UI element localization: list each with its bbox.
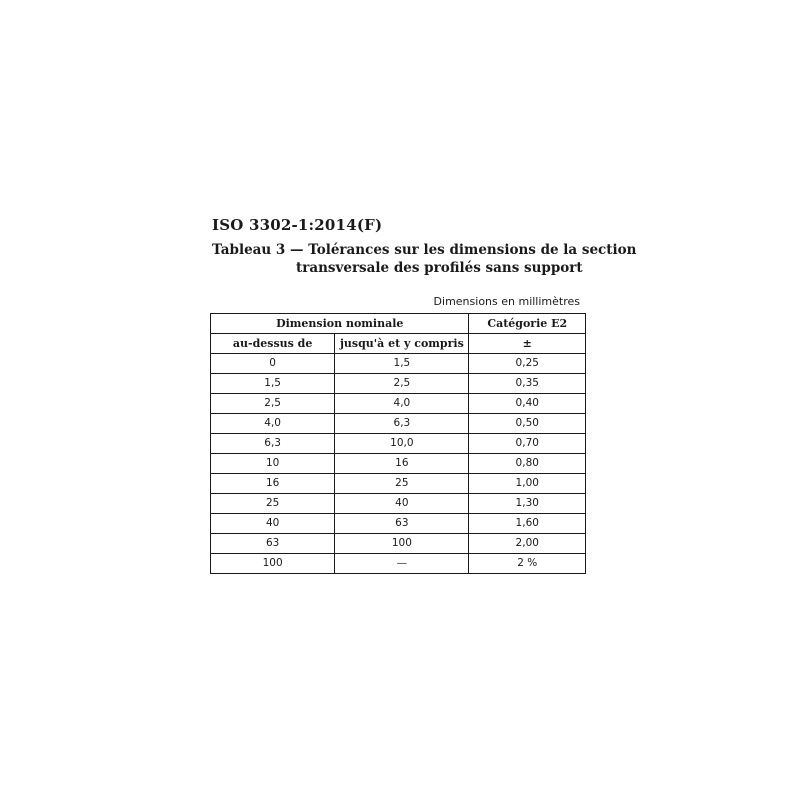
cell-tolerance: 1,60: [469, 514, 586, 534]
cell-tolerance: 1,00: [469, 474, 586, 494]
cell-tolerance: 0,35: [469, 374, 586, 394]
table-row: [211, 514, 586, 534]
cell-tolerance: 0,50: [469, 414, 586, 434]
units-note: Dimensions en millimètres: [433, 295, 580, 308]
header-jusqu-a: jusqu'à et y compris: [335, 334, 469, 354]
table-body: [211, 354, 586, 574]
cell-au-dessus-de: 6,3: [211, 434, 335, 454]
cell-tolerance: 0,25: [469, 354, 586, 374]
table-row: [211, 494, 586, 514]
cell-jusqu-a: 40: [335, 494, 469, 514]
cell-jusqu-a: 6,3: [335, 414, 469, 434]
cell-jusqu-a: 10,0: [335, 434, 469, 454]
cell-tolerance: 2,00: [469, 534, 586, 554]
table-row: [211, 454, 586, 474]
cell-tolerance: 0,40: [469, 394, 586, 414]
table-row: [211, 434, 586, 454]
cell-au-dessus-de: 16: [211, 474, 335, 494]
cell-au-dessus-de: 25: [211, 494, 335, 514]
header-plus-minus: ±: [469, 334, 586, 354]
cell-jusqu-a: 100: [335, 534, 469, 554]
cell-jusqu-a: 63: [335, 514, 469, 534]
cell-au-dessus-de: 0: [211, 354, 335, 374]
table-row: [211, 374, 586, 394]
cell-au-dessus-de: 1,5: [211, 374, 335, 394]
cell-tolerance: 1,30: [469, 494, 586, 514]
cell-tolerance: 0,80: [469, 454, 586, 474]
table-row: [211, 534, 586, 554]
document-id: ISO 3302-1:2014(F): [212, 216, 383, 234]
cell-tolerance: 2 %: [469, 554, 586, 574]
caption-line-2: transversale des profilés sans support: [296, 260, 583, 276]
table-row: [211, 354, 586, 374]
cell-jusqu-a: 25: [335, 474, 469, 494]
table-subheader-row: [211, 334, 586, 354]
header-au-dessus-de: au-dessus de: [211, 334, 335, 354]
table-row: [211, 554, 586, 574]
header-dimension-nominale: Dimension nominale: [211, 314, 469, 334]
table-header-row: [211, 314, 586, 334]
table-row: [211, 474, 586, 494]
cell-jusqu-a: 4,0: [335, 394, 469, 414]
header-categorie-e2: Catégorie E2: [469, 314, 586, 334]
caption-line-1: Tableau 3 — Tolérances sur les dimensions de la section: [212, 242, 637, 258]
cell-au-dessus-de: 4,0: [211, 414, 335, 434]
table-row: [211, 394, 586, 414]
cell-au-dessus-de: 40: [211, 514, 335, 534]
table-caption: [212, 241, 636, 277]
cell-jusqu-a: 16: [335, 454, 469, 474]
cell-jusqu-a: 2,5: [335, 374, 469, 394]
cell-jusqu-a: —: [335, 554, 469, 574]
cell-tolerance: 0,70: [469, 434, 586, 454]
tolerance-table: [210, 313, 586, 574]
cell-au-dessus-de: 10: [211, 454, 335, 474]
cell-au-dessus-de: 100: [211, 554, 335, 574]
table-row: [211, 414, 586, 434]
cell-jusqu-a: 1,5: [335, 354, 469, 374]
cell-au-dessus-de: 63: [211, 534, 335, 554]
cell-au-dessus-de: 2,5: [211, 394, 335, 414]
